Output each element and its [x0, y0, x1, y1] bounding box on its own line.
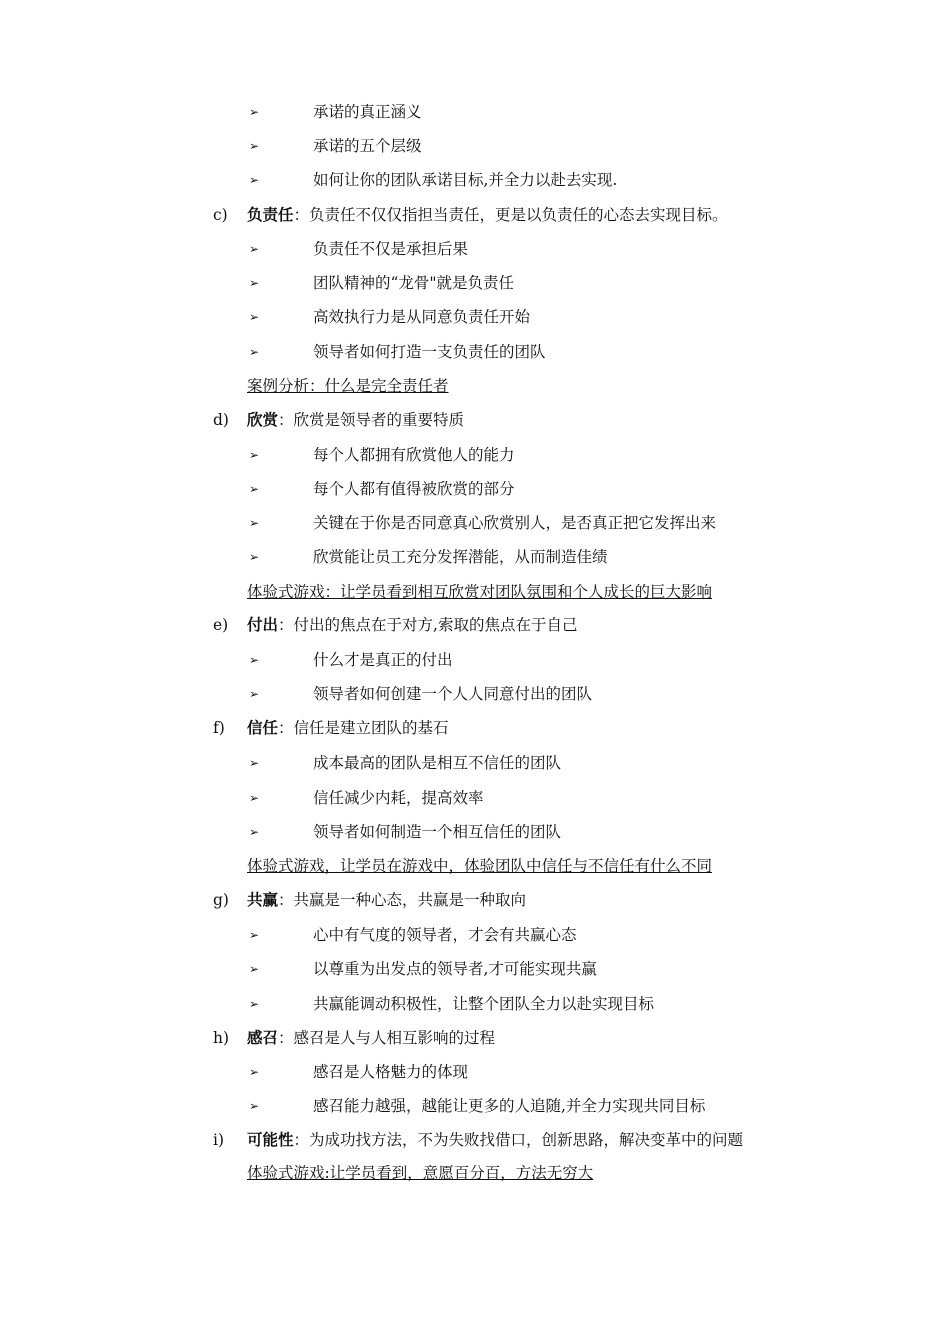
bullet-item [0, 647, 950, 673]
bullet-arrow-icon: ➢ [248, 173, 260, 187]
bullet-text: 每个人都有值得被欣赏的部分 [313, 480, 515, 498]
bullet-item [0, 991, 950, 1017]
bullet-text: 关键在于你是否同意真心欣赏别人，是否真正把它发挥出来 [313, 514, 717, 532]
section-description: ：欣赏是领导者的重要特质 [278, 411, 465, 429]
section-heading [0, 887, 950, 913]
bullet-item [0, 1093, 950, 1119]
bullet-item [0, 681, 950, 707]
section-body [247, 1127, 743, 1153]
bullet-text: 信任减少内耗，提高效率 [313, 789, 484, 807]
bullet-text: 承诺的真正涵义 [313, 103, 422, 121]
activity-note [0, 1160, 950, 1186]
bullet-arrow-icon: ➢ [248, 962, 260, 976]
bullet-arrow-icon: ➢ [248, 139, 260, 153]
section-body [247, 1025, 495, 1051]
section-letter: i) [213, 1131, 225, 1149]
section-description: ：信任是建立团队的基石 [278, 719, 449, 737]
bullet-text: 欣赏能让员工充分发挥潜能，从而制造佳绩 [313, 548, 608, 566]
bullet-item [0, 476, 950, 502]
section-description: ：付出的焦点在于对方,索取的焦点在于自己 [278, 616, 578, 634]
bullet-text: 领导者如何创建一个人人同意付出的团队 [313, 685, 593, 703]
bullet-text: 感召是人格魅力的体现 [313, 1063, 469, 1081]
bullet-item [0, 510, 950, 536]
section-title: 可能性 [247, 1130, 294, 1149]
bullet-arrow-icon: ➢ [248, 756, 260, 770]
bullet-item [0, 99, 950, 125]
section-body [247, 202, 728, 228]
activity-note [0, 579, 950, 605]
bullet-arrow-icon: ➢ [248, 791, 260, 805]
bullet-item [0, 339, 950, 365]
bullet-text: 如何让你的团队承诺目标,并全力以赴去实现. [313, 171, 618, 189]
bullet-item [0, 442, 950, 468]
activity-note [0, 853, 950, 879]
bullet-text: 成本最高的团队是相互不信任的团队 [313, 754, 562, 772]
bullet-text: 领导者如何制造一个相互信任的团队 [313, 823, 562, 841]
bullet-arrow-icon: ➢ [248, 928, 260, 942]
bullet-arrow-icon: ➢ [248, 310, 260, 324]
section-description: ：共赢是一种心态，共赢是一种取向 [278, 891, 527, 909]
bullet-arrow-icon: ➢ [248, 276, 260, 290]
bullet-item [0, 922, 950, 948]
bullet-arrow-icon: ➢ [248, 825, 260, 839]
section-letter: e) [213, 616, 229, 634]
bullet-item [0, 270, 950, 296]
activity-note-text: 案例分析：什么是完全责任者 [247, 377, 449, 395]
bullet-text: 高效执行力是从同意负责任开始 [313, 308, 531, 326]
bullet-item [0, 304, 950, 330]
section-letter: d) [213, 411, 229, 429]
bullet-arrow-icon: ➢ [248, 997, 260, 1011]
section-body [247, 715, 449, 741]
section-body [247, 612, 577, 638]
section-description: ：为成功找方法，不为失败找借口，创新思路，解决变革中的问题 [293, 1131, 744, 1149]
bullet-arrow-icon: ➢ [248, 550, 260, 564]
section-heading [0, 1127, 950, 1153]
bullet-text: 承诺的五个层级 [313, 137, 422, 155]
section-body [247, 887, 526, 913]
bullet-arrow-icon: ➢ [248, 345, 260, 359]
activity-note-text: 体验式游戏，让学员在游戏中，体验团队中信任与不信任有什么不同 [247, 857, 713, 875]
bullet-item [0, 750, 950, 776]
section-title: 感召 [247, 1028, 279, 1047]
section-letter: f) [213, 719, 225, 737]
bullet-item [0, 544, 950, 570]
section-title: 共赢 [247, 890, 279, 909]
bullet-arrow-icon: ➢ [248, 687, 260, 701]
bullet-arrow-icon: ➢ [248, 482, 260, 496]
bullet-item [0, 1059, 950, 1085]
bullet-text: 负责任不仅是承担后果 [313, 240, 469, 258]
bullet-arrow-icon: ➢ [248, 448, 260, 462]
bullet-arrow-icon: ➢ [248, 653, 260, 667]
bullet-text: 每个人都拥有欣赏他人的能力 [313, 446, 515, 464]
bullet-text: 什么才是真正的付出 [313, 651, 453, 669]
bullet-arrow-icon: ➢ [248, 1099, 260, 1113]
section-heading [0, 1025, 950, 1051]
activity-note [0, 373, 950, 399]
bullet-item [0, 167, 950, 193]
section-title: 负责任 [247, 205, 294, 224]
bullet-item [0, 236, 950, 262]
section-title: 欣赏 [247, 410, 279, 429]
section-title: 信任 [247, 718, 279, 737]
section-heading [0, 407, 950, 433]
bullet-item [0, 133, 950, 159]
section-letter: g) [213, 891, 229, 909]
bullet-arrow-icon: ➢ [248, 242, 260, 256]
activity-note-text: 体验式游戏：让学员看到相互欣赏对团队氛围和个人成长的巨大影响 [247, 583, 713, 601]
section-letter: h) [213, 1029, 230, 1047]
bullet-item [0, 785, 950, 811]
bullet-arrow-icon: ➢ [248, 516, 260, 530]
section-letter: c) [213, 206, 228, 224]
bullet-item [0, 956, 950, 982]
bullet-text: 心中有气度的领导者，才会有共赢心态 [313, 926, 577, 944]
bullet-arrow-icon: ➢ [248, 1065, 260, 1079]
section-description: ：负责任不仅仅指担当责任，更是以负责任的心态去实现目标。 [293, 206, 728, 224]
activity-note-text: 体验式游戏:让学员看到，意愿百分百，方法无穷大 [247, 1164, 594, 1182]
bullet-text: 领导者如何打造一支负责任的团队 [313, 343, 546, 361]
section-description: ：感召是人与人相互影响的过程 [278, 1029, 496, 1047]
bullet-arrow-icon: ➢ [248, 105, 260, 119]
section-heading [0, 612, 950, 638]
bullet-text: 以尊重为出发点的领导者,才可能实现共赢 [313, 960, 597, 978]
bullet-text: 团队精神的“龙骨"就是负责任 [313, 274, 515, 292]
section-heading [0, 202, 950, 228]
bullet-item [0, 819, 950, 845]
bullet-text: 共赢能调动积极性，让整个团队全力以赴实现目标 [313, 995, 655, 1013]
section-heading [0, 715, 950, 741]
bullet-text: 感召能力越强，越能让更多的人追随,并全力实现共同目标 [313, 1097, 706, 1115]
section-body [247, 407, 464, 433]
section-title: 付出 [247, 615, 279, 634]
